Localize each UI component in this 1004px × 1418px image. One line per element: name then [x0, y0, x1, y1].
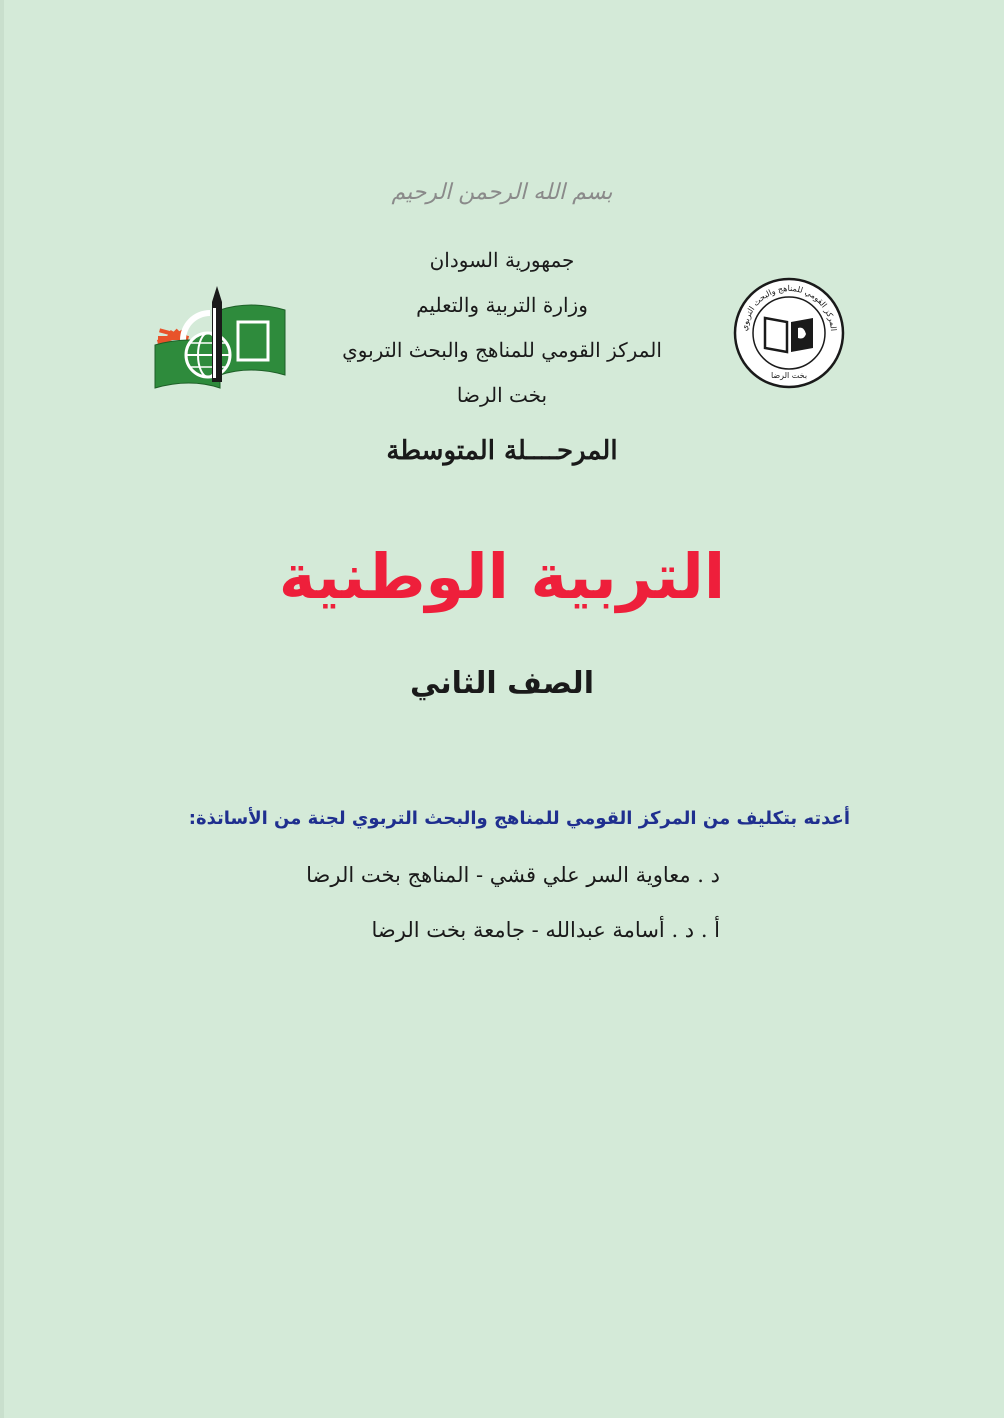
seal-ring-text: المركز القومي للمناهج والبحث التربوي [739, 283, 838, 332]
ministry-logo [150, 280, 290, 390]
seal-bottom-text: بخت الرضا [770, 371, 808, 380]
author-line: أ . د . أسامة عبدالله - جامعة بخت الرضا [371, 918, 720, 942]
grade-level: الصف الثاني [410, 666, 594, 701]
book-title: التربية الوطنية [278, 540, 726, 613]
education-stage: المرحــــلة المتوسطة [386, 436, 618, 466]
header-line-center: المركز القومي للمناهج والبحث التربوي [342, 338, 662, 362]
author-line: د . معاوية السر علي قشي - المناهج بخت الرضا [306, 863, 720, 887]
curriculum-center-seal [732, 276, 846, 390]
header-line-ministry: وزارة التربية والتعليم [416, 293, 588, 317]
globe-icon [186, 333, 230, 377]
basmala-calligraphy: بسم الله الرحمن الرحيم [391, 180, 613, 205]
header-line-location: بخت الرضا [456, 383, 548, 407]
page-edge [0, 0, 4, 1418]
header-line-country: جمهورية السودان [429, 248, 575, 272]
institution-header [300, 238, 704, 418]
prepared-by-heading: أعدته بتكليف من المركز القومي للمناهج والبحث التربوي لجنة من الأساتذة: [188, 808, 850, 829]
pen-icon [212, 286, 222, 382]
